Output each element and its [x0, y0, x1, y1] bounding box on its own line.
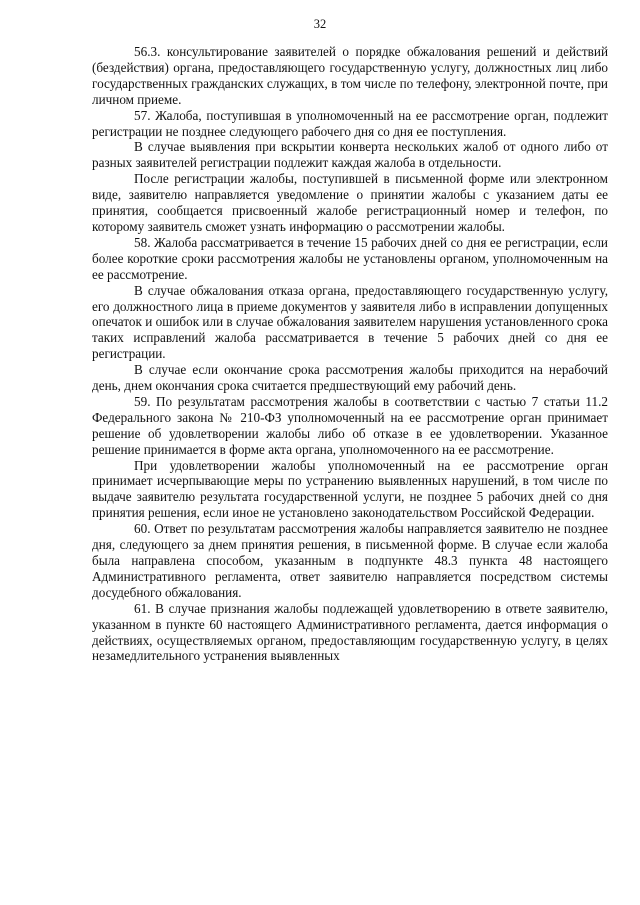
- paragraph-satisfaction-measures: При удовлетворении жалобы уполномоченный на ее рассмотрение орган принимает исчерпывающие меры по устранению выявленных нарушений, в том числе по выдаче заявителю результата государственной услуги, не позднее 5 рабочих дней со дня принятия решения, если иное не установлено законодательством Российской Федерации.: [92, 457, 608, 521]
- paragraph-multiple-complaints: В случае выявления при вскрытии конверта нескольких жалоб от одного либо от разных заявителей регистрации подлежит каждая жалоба в отдельности.: [92, 139, 608, 171]
- document-body: [92, 44, 608, 664]
- paragraph-58: 58. Жалоба рассматривается в течение 15 рабочих дней со дня ее регистрации, если более короткие сроки рассмотрения жалобы не установлены органом, уполномоченным на ее рассмотрение.: [92, 234, 608, 282]
- paragraph-60: 60. Ответ по результатам рассмотрения жалобы направляется заявителю не позднее дня, следующего за днем принятия решения, в письменной форме. В случае если жалоба была направлена способом, указанным в подпункте 48.3 пункта 48 настоящего Административного регламента, ответ заявителю направляется посредством системы досудебного обжалования.: [92, 521, 608, 600]
- paragraph-registration-notice: После регистрации жалобы, поступившей в письменной форме или электронном виде, заявителю направляется уведомление о принятии жалобы с указанием даты ее принятия, сообщается присвоенный жалобе регистрационный номер и телефон, по которому заявитель сможет узнать информацию о рассмотрении жалобы.: [92, 171, 608, 234]
- paragraph-59: 59. По результатам рассмотрения жалобы в соответствии с частью 7 статьи 11.2 Федерального закона № 210-ФЗ уполномоченный на ее рассмотрение орган принимает решение об удовлетворении жалобы либо об отказе в ее удовлетворении. Указанное решение принимается в форме акта органа, уполномоченного на ее рассмотрение.: [92, 393, 608, 457]
- page-number: 32: [313, 17, 327, 31]
- paragraph-non-working-day: В случае если окончание срока рассмотрения жалобы приходится на нерабочий день, днем окончания срока считается предшествующий ему рабочий день.: [92, 362, 608, 394]
- paragraph-57: 57. Жалоба, поступившая в уполномоченный на ее рассмотрение орган, подлежит регистрации не позднее следующего рабочего дня со дня ее поступления.: [92, 107, 608, 139]
- paragraph-61: 61. В случае признания жалобы подлежащей удовлетворению в ответе заявителю, указанном в пункте 60 настоящего Административного регламента, дается информация о действиях, осуществляемых органом, предоставляющим государственную услугу, в целях незамедлительного устранения выявленных: [92, 600, 608, 664]
- paragraph-56-3: 56.3. консультирование заявителей о порядке обжалования решений и действий (бездействия) органа, предоставляющего государственную услугу, должностных лиц либо государственных гражданских служащих, в том числе по телефону, электронной почте, при личном приеме.: [92, 44, 608, 107]
- paragraph-refusal-appeal: В случае обжалования отказа органа, предоставляющего государственную услугу, его должностного лица в приеме документов у заявителя либо в исправлении допущенных опечаток и ошибок или в случае обжалования заявителем нарушения установленного срока таких исправлений жалоба рассматривается в течение 5 рабочих дней со дня ее регистрации.: [92, 282, 608, 362]
